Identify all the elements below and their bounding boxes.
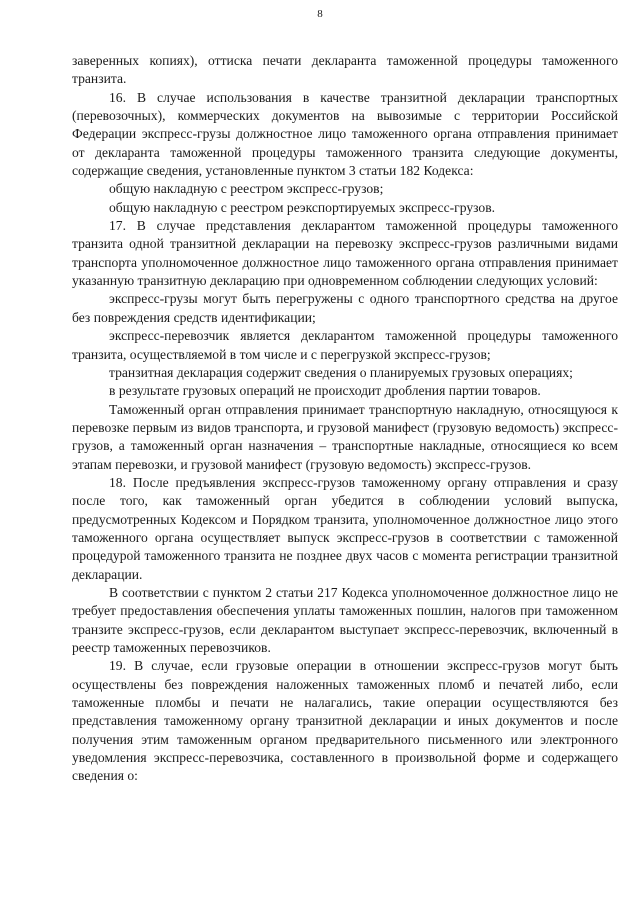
paragraph-condition: экспресс-грузы могут быть перегружены с одного транспортного средства на другое без повреждения средств идентификации; [72, 291, 618, 325]
paragraph-clause-18: 18. После предъявления экспресс-грузов таможенному органу отправления и сразу после того, как таможенный орган убедится в соблюдении условий выпуска, предусмотренных Кодексом и Порядком транзита, уполномоченное должностное лицо этого таможенного органа осуществляет выпуск экспресс-грузов в соответствии с таможенной процедурой таможенного транзита не позднее двух часов с момента регистрации транзитной декларации. [72, 474, 618, 582]
paragraph-clause-16: 16. В случае использования в качестве транзитной декларации транспортных (перевозочных), коммерческих документов на вывозимые с территории Российской Федерации экспресс-грузы должностное лицо таможенного органа отправления принимает от декларанта таможенной процедуры таможенного транзита следующие документы, содержащие сведения, установленные пунктом 3 статьи 182 Кодекса: [72, 89, 618, 179]
paragraph-continuation: заверенных копиях), оттиска печати декларанта таможенной процедуры таможенного транзита. [72, 53, 618, 87]
paragraph-body: В соответствии с пунктом 2 статьи 217 Кодекса уполномоченное должностное лицо не требует предоставления обеспечения уплаты таможенных пошлин, налогов при таможенном транзите экспресс-грузов, если декларантом выступает экспресс-перевозчик, включенный в реестр таможенных перевозчиков. [72, 584, 618, 655]
paragraph-condition: в результате грузовых операций не происходит дробления партии товаров. [109, 383, 541, 399]
paragraph-condition: транзитная декларация содержит сведения о планируемых грузовых операциях; [109, 364, 573, 380]
paragraph-condition: экспресс-перевозчик является декларантом таможенной процедуры таможенного транзита, осуществляемой в том числе и с перегрузкой экспресс-грузов; [72, 328, 618, 362]
paragraph-clause-17: 17. В случае представления декларантом таможенной процедуры таможенного транзита одной транзитной декларации на перевозку экспресс-грузов различными видами транспорта уполномоченное должностное лицо таможенного органа отправления принимает указанную транзитную декларацию при одновременном соблюдении следующих условий: [72, 218, 618, 289]
paragraph-clause-19: 19. В случае, если грузовые операции в отношении экспресс-грузов могут быть осуществлены без повреждения наложенных таможенных пломб и печатей либо, если таможенные пломбы и печати не налагались, такие операции осуществляются без представления таможенному органу транзитной декларации и иных документов и после получения этим таможенным органом предварительного письменного или электронного уведомления экспресс-перевозчика, составленного в произвольной форме и содержащего сведения о: [72, 658, 618, 784]
page-number: 8 [317, 8, 323, 20]
paragraph-list-item: общую накладную с реестром экспресс-грузов; [109, 181, 384, 197]
paragraph-list-item: общую накладную с реестром реэкспортируемых экспресс-грузов. [109, 199, 496, 215]
paragraph-body: Таможенный орган отправления принимает транспортную накладную, относящуюся к перевозке первым из видов транспорта, и грузовой манифест (грузовую ведомость) экспресс-грузов, а таможенный орган назначения – транспортные накладные, относящиеся ко всем этапам перевозки, и грузовой манифест (грузовую ведомость) экспресс-грузов. [72, 401, 618, 472]
document-body [72, 52, 618, 786]
